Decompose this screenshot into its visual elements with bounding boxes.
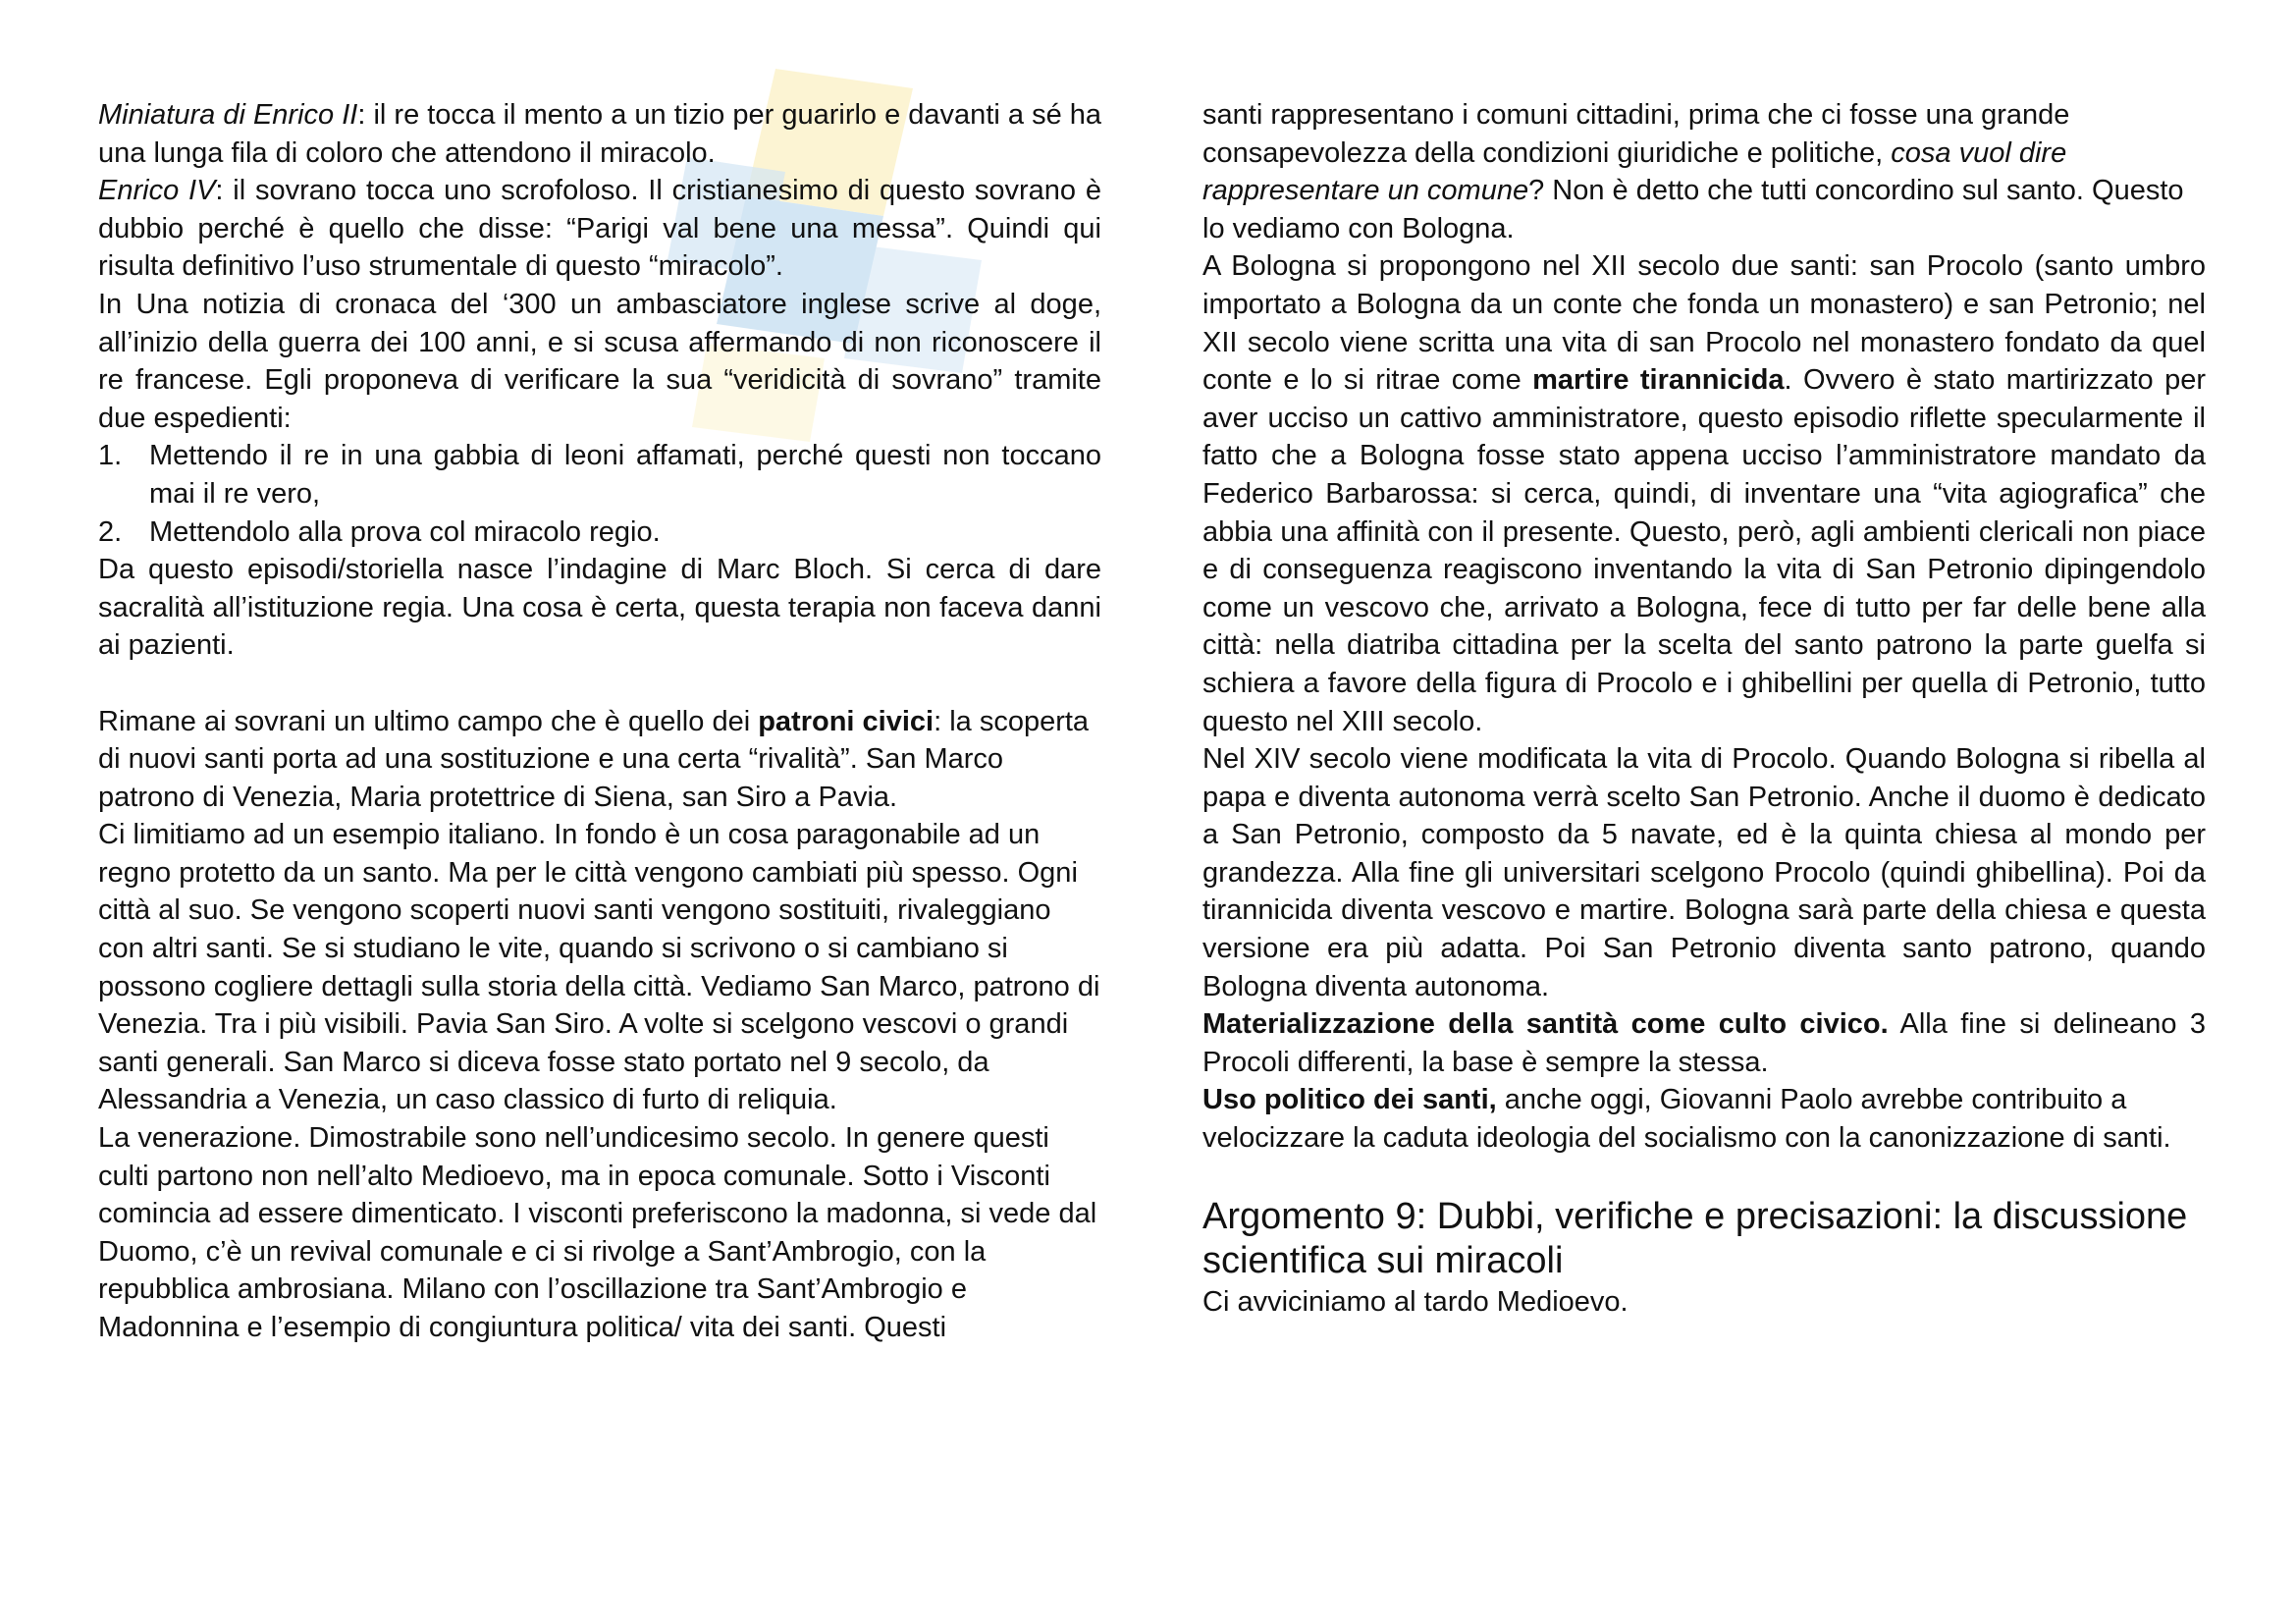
- list-item-text: Mettendo il re in una gabbia di leoni affamati, perché questi non toccano mai il re vero,: [149, 440, 1101, 510]
- text-span: . Ovvero è stato martirizzato per aver ucciso un cattivo amministratore, questo episodio riflette specularmente il fatto che a Bologna fosse stato appena ucciso l’amministratore mandato da Federico Barbarossa: si cerca, quindi, di inventare una “vita agiografica” che abbia una affinità con il presente. Questo, però, agli ambienti clericali non piace e di conseguenza reagiscono inventando la vita di San Petronio dipingendolo come un vescovo che, arrivato a Bologna, fece di tutto per far delle bene alla città: nella diatriba cittadina per la scelta del santo patrono la parte guelfa si schiera a favore della figura di Procolo e i ghibellini per quella di Petronio, tutto questo nel XIII secolo.: [1202, 364, 2206, 737]
- text-span: Rimane ai sovrani un ultimo campo che è quello dei: [98, 705, 759, 737]
- left-column: [98, 96, 1101, 1347]
- list-item: [98, 437, 1101, 513]
- paragraph: [1202, 1081, 2206, 1157]
- section-heading: Argomento 9: Dubbi, verifiche e precisazioni: la discussione scientifica sui miracoli: [1202, 1196, 2188, 1282]
- list-item-text: Mettendolo alla prova col miracolo regio.: [149, 515, 661, 548]
- paragraph: [1202, 96, 2206, 247]
- list-item: [98, 514, 1101, 552]
- italic-term: Enrico IV: [98, 175, 216, 207]
- right-column: [1202, 96, 2206, 1322]
- paragraph: [98, 96, 1101, 172]
- blank-line: [98, 665, 1101, 703]
- paragraph: La venerazione. Dimostrabile sono nell’undicesimo secolo. In genere questi culti partono non nell’alto Medioevo, ma in epoca comunale. Sotto i Visconti comincia ad essere dimenticato. I visconti preferiscono la madonna, si vede dal Duomo, c’è un revival comunale e ci si rivolge a Sant’Ambrogio, con la repubblica ambrosiana. Milano con l’oscillazione tra Sant’Ambrogio e Madonnina e l’esempio di congiuntura politica/ vita dei santi. Questi: [98, 1122, 1097, 1343]
- paragraph: Ci limitiamo ad un esempio italiano. In fondo è un cosa paragonabile ad un regno protetto da un santo. Ma per le città vengono cambiati più spesso. Ogni città al suo. Se vengono scoperti nuovi santi vengono sostituiti, rivaleggiano con altri santi. Se si studiano le vite, quando si scrivono o si cambiano si possono cogliere dettagli sulla storia della città. Vediamo San Marco, patrono di Venezia. Tra i più visibili. Pavia San Siro. A volte si scelgono vescovi o grandi santi generali. San Marco si diceva fosse stato portato nel 9 secolo, da Alessandria a Venezia, un caso classico di furto di reliquia.: [98, 819, 1100, 1116]
- text-span: anche oggi, Giovanni Paolo avrebbe contribuito a velocizzare la caduta ideologia del socialismo con la canonizzazione di santi.: [1202, 1084, 2171, 1155]
- text-span: ? Non è detto che tutti concordino sul santo. Questo lo vediamo con Bologna.: [1202, 175, 2184, 244]
- list-number: 2.: [98, 515, 123, 548]
- bold-term: martire tirannicida: [1532, 364, 1785, 397]
- bold-term: Materializzazione della santità come culto civico.: [1202, 1008, 1889, 1041]
- paragraph: [1202, 1005, 2206, 1081]
- bold-term: Uso politico dei santi,: [1202, 1084, 1497, 1116]
- paragraph: Ci avviciniamo al tardo Medioevo.: [1202, 1286, 1629, 1319]
- text-span: A Bologna si propongono nel XII secolo due santi: san Procolo (santo umbro importato a Bologna da un conte che fonda un monastero) e san Petronio; nel XII secolo viene scritta una vita di san Procolo nel monastero fondato da quel conte e lo si ritrae come: [1202, 250, 2206, 397]
- paragraph: Nel XIV secolo viene modificata la vita di Procolo. Quando Bologna si ribella al papa e diventa autonoma verrà scelto San Petronio. Anche il duomo è dedicato a San Petronio, composto da 5 navate, ed è la quinta chiesa al mondo per grandezza. Alla fine gli universitari scelgono Procolo (quindi ghibellina). Poi da tirannicida diventa vescovo e martire. Bologna sarà parte della chiesa e questa versione era più adatta. Poi San Petronio diventa santo patrono, quando Bologna diventa autonoma.: [1202, 743, 2206, 1002]
- paragraph: In Una notizia di cronaca del ‘300 un ambasciatore inglese scrive al doge, all’inizio della guerra dei 100 anni, e si scusa affermando di non riconoscere il re francese. Egli proponeva di verificare la sua “veridicità di sovrano” tramite due espedienti:: [98, 288, 1101, 434]
- blank-line: [1202, 1158, 2206, 1196]
- paragraph: Da questo episodi/storiella nasce l’indagine di Marc Bloch. Si cerca di dare sacralità all’istituzione regia. Una cosa è certa, questa terapia non faceva danni ai pazienti.: [98, 554, 1101, 662]
- text-span: : il re tocca il mento a un tizio per guarirlo e davanti a sé ha una lunga fila di coloro che attendono il miracolo.: [98, 99, 1102, 169]
- list-number: 1.: [98, 440, 123, 472]
- text-span: : la scoperta di nuovi santi porta ad una sostituzione e una certa “rivalità”. San Marco patrono di Venezia, Maria protettrice di Siena, san Siro a Pavia.: [98, 705, 1090, 813]
- bold-term: patroni civici: [758, 705, 934, 737]
- text-span: : il sovrano tocca uno scrofoloso. Il cristianesimo di questo sovrano è dubbio perché è quello che disse: “Parigi val bene una messa”. Quindi qui risulta definitivo l’uso strumentale di questo “miracolo”.: [98, 175, 1101, 283]
- italic-term: cosa vuol dire rappresentare un comune: [1202, 136, 2067, 207]
- paragraph: [98, 172, 1101, 286]
- paragraph: [98, 703, 1101, 817]
- numbered-list: [98, 437, 1101, 551]
- italic-term: Miniatura di Enrico II: [98, 99, 358, 131]
- paragraph: [1202, 247, 2206, 740]
- text-span: santi rappresentano i comuni cittadini, prima che ci fosse una grande consapevolezza della condizioni giuridiche e politiche,: [1202, 99, 2070, 169]
- text-span: Alla fine si delineano 3 Procoli differenti, la base è sempre la stessa.: [1202, 1008, 2207, 1078]
